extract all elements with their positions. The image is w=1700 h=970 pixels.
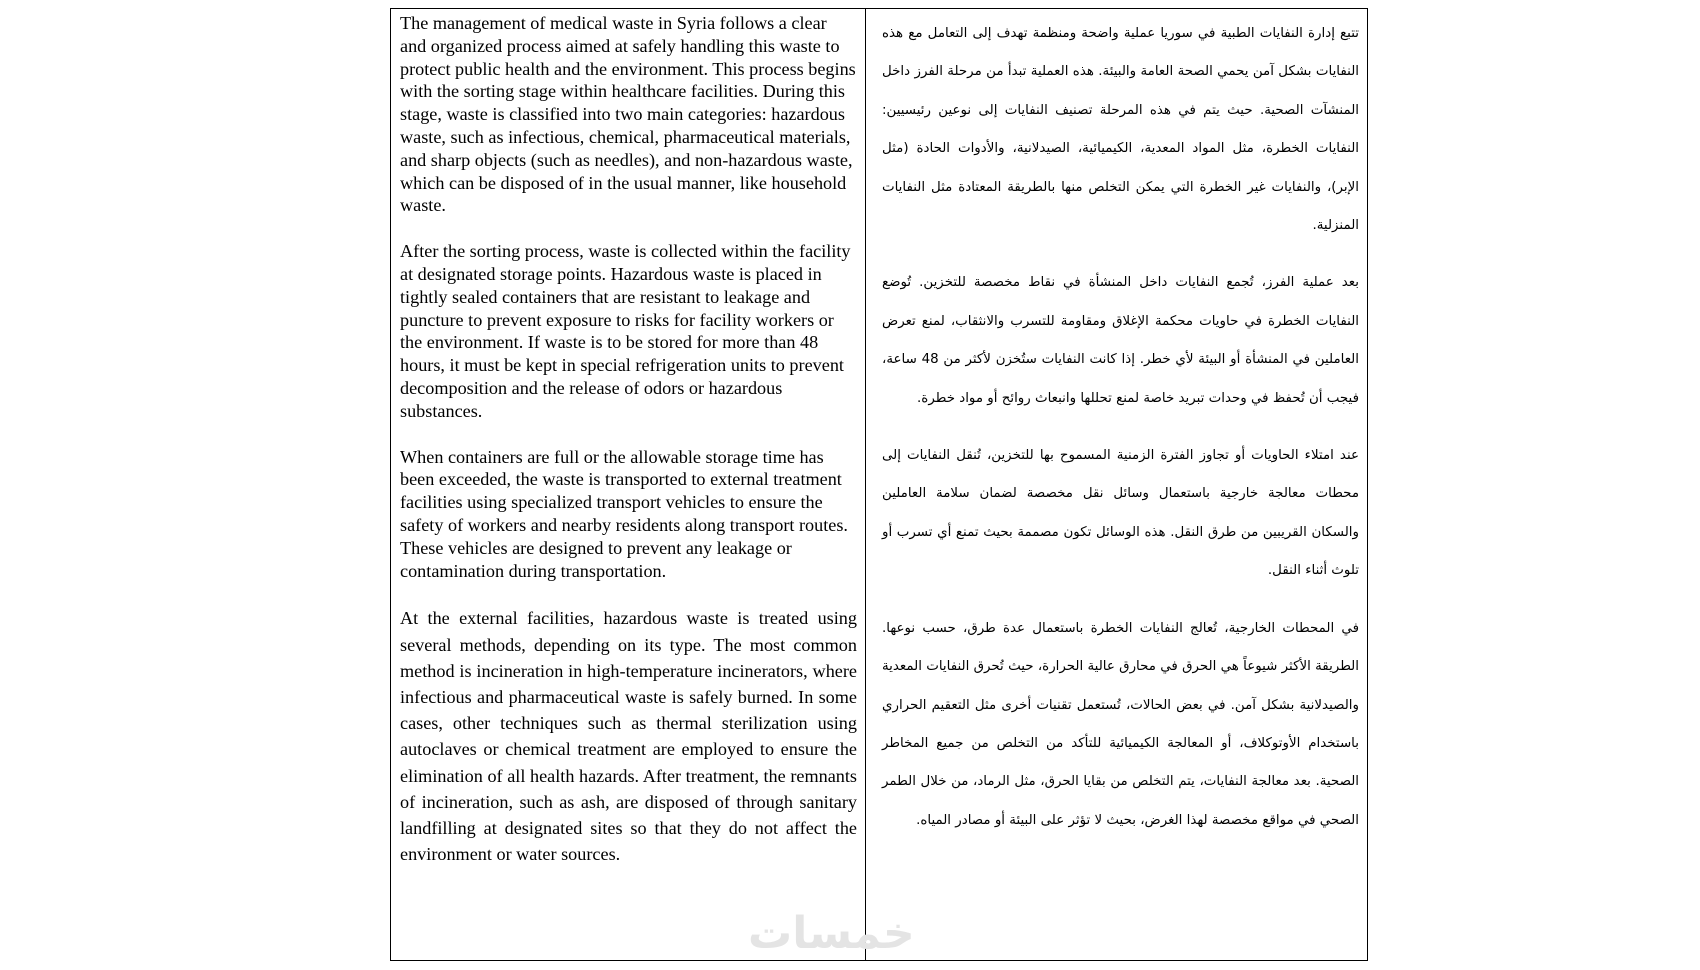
english-paragraph-1: The management of medical waste in Syria follows a clear and organized process aimed at safely handling this waste to protect public health and the environment. This process begins with the sorting stage within healthcare facilities. During this stage, waste is classified into two main categories: hazardous waste, such as infectious, chemical, pharmaceutical materials, and sharp objects (such as needles), and non-hazardous waste, which can be disposed of in the usual manner, like household waste.: [400, 13, 856, 216]
arabic-column: [866, 9, 1367, 960]
watermark-logo: خمسات: [748, 908, 915, 959]
english-column: [391, 9, 866, 960]
english-paragraph-2: After the sorting process, waste is collected within the facility at designated storage points. Hazardous waste is placed in tightly sealed containers that are resistant to leakage and puncture to prevent exposure to risks for facility workers or the environment. If waste is to be stored for more than 48 hours, it must be kept in special refrigeration units to prevent decomposition and the release of odors or hazardous substances.: [400, 241, 851, 421]
english-paragraph-4: At the external facilities, hazardous waste is treated using several methods, depending on its type. The most common method is incineration in high-temperature incinerators, where infectious and pharmaceutical waste is safely burned. In some cases, other techniques such as thermal sterilization using autoclaves or chemical treatment are employed to ensure the elimination of all health hazards. After treatment, the remnants of incineration, such as ash, are disposed of through sanitary landfilling at designated sites so that they do not affect the environment or water sources.: [400, 608, 857, 865]
arabic-paragraph-1: تتبع إدارة النفايات الطبية في سوريا عملية واضحة ومنظمة تهدف إلى التعامل مع هذه النفايات بشكل آمن يحمي الصحة العامة والبيئة. هذه العملية تبدأ من مرحلة الفرز داخل المنشآت الصحية. حيث يتم في هذه المرحلة تصنيف النفايات إلى نوعين رئيسيين: النفايات الخطرة، مثل المواد المعدية، الكيميائية، الصيدلانية، والأدوات الحادة (مثل الإبر)، والنفايات غير الخطرة التي يمكن التخلص منها بالطريقة المعتادة مثل النفايات المنزلية.: [882, 26, 1359, 234]
arabic-paragraph-2: بعد عملية الفرز، تُجمع النفايات داخل المنشأة في نقاط مخصصة للتخزين. تُوضع النفايات الخطرة في حاويات محكمة الإغلاق ومقاومة للتسرب والانثقاب، لمنع تعرض العاملين في المنشأة أو البيئة لأي خطر. إذا كانت النفايات ستُخزن لأكثر من 48 ساعة، فيجب أن تُحفظ في وحدات تبريد خاصة لمنع تحللها وانبعاث روائح أو مواد خطرة.: [882, 275, 1359, 406]
arabic-paragraph-4: في المحطات الخارجية، تُعالج النفايات الخطرة باستعمال عدة طرق، حسب نوعها. الطريقة الأكثر شيوعاً هي الحرق في محارق عالية الحرارة، حيث تُحرق النفايات المعدية والصيدلانية بشكل آمن. في بعض الحالات، تُستعمل تقنيات أخرى مثل التعقيم الحراري باستخدام الأوتوكلاف، أو المعالجة الكيميائية للتأكد من التخلص من جميع المخاطر الصحية. بعد معالجة النفايات، يتم التخلص من بقايا الحرق، مثل الرماد، من خلال الطمر الصحي في مواقع مخصصة لهذا الغرض، بحيث لا تؤثر على البيئة أو مصادر المياه.: [882, 620, 1359, 828]
arabic-paragraph-3: عند امتلاء الحاويات أو تجاوز الفترة الزمنية المسموح بها للتخزين، تُنقل النفايات إلى محطات معالجة خارجية باستعمال وسائل نقل مخصصة لضمان سلامة العاملين والسكان القريبين من طرق النقل. هذه الوسائل تكون مصممة بحيث تمنع أي تسرب أو تلوث أثناء النقل.: [882, 448, 1359, 579]
translation-table: [390, 8, 1368, 961]
english-paragraph-3: When containers are full or the allowable storage time has been exceeded, the waste is transported to external treatment facilities using specialized transport vehicles to ensure the safety of workers and nearby residents along transport routes. These vehicles are designed to prevent any leakage or contamination during transportation.: [400, 446, 848, 581]
